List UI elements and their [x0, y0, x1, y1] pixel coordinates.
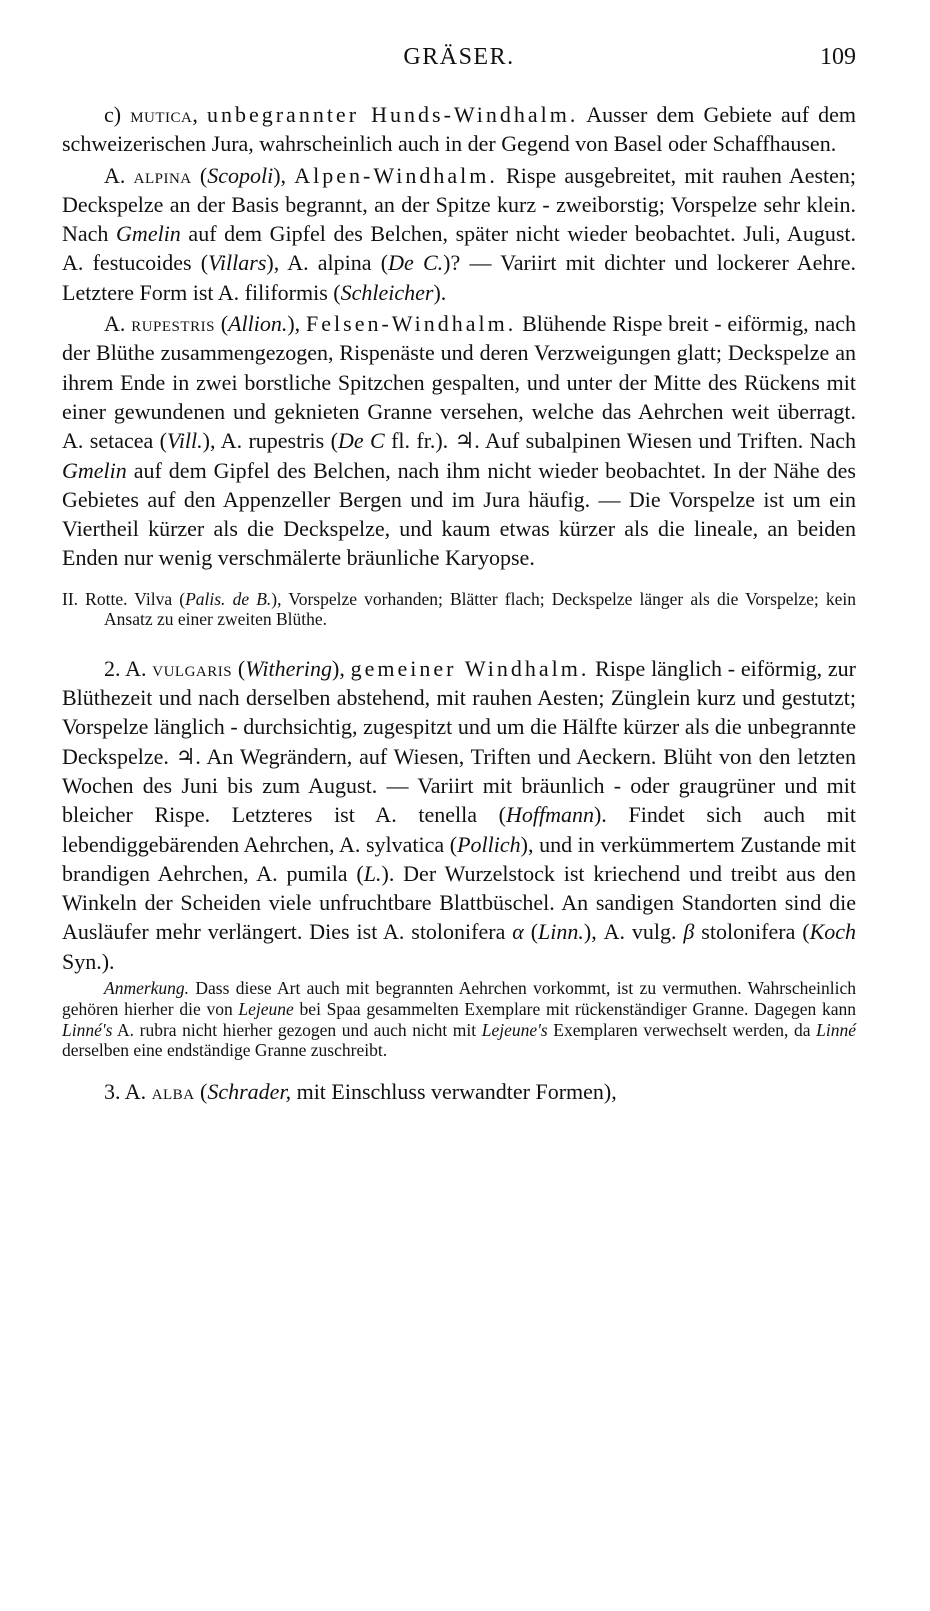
text-run: A. rubra nicht hierher gezogen und auch nicht mit — [112, 1019, 482, 1040]
text-run: ). — [433, 279, 447, 305]
text-run: mit Einschluss verwandter Formen), — [291, 1079, 617, 1105]
text-run: ). Der Wurzelstock ist kriechend und treibt aus den Winkeln der Scheiden viele unfruchtbare Blattbüschel. An sandigen Standorten sind die Ausläufer mehr verlängert. Dies ist A. stolonifera — [62, 860, 856, 945]
text-run: ), A. vulg. — [583, 919, 684, 945]
text-run: bei Spaa gesammelten Exemplare mit rückenständiger Granne. Dagegen kann — [293, 998, 856, 1019]
italic-text: Scopoli — [207, 162, 274, 188]
italic-text: Lejeune's — [481, 1019, 548, 1040]
text-run: Syn.). — [62, 948, 115, 974]
common-name: Felsen-Windhalm. — [306, 311, 517, 337]
text-run: A. — [104, 311, 132, 337]
text-run: )? — Variirt mit dichter und lockerer Aehre. Letztere Form ist A. filiformis ( — [62, 250, 857, 305]
italic-text: Linn. — [538, 919, 584, 945]
entry-alba — [62, 1077, 856, 1106]
text-run: Dass diese Art auch mit begrannten Aehrchen vorkommt, ist zu vermuthen. Wahrscheinlich gehören hierher die von — [62, 978, 856, 1019]
species-name: vulgaris — [152, 655, 233, 681]
italic-text: L. — [363, 860, 382, 886]
italic-text: Anmerkung. — [104, 978, 190, 999]
text-run: ), A. rupestris ( — [202, 428, 338, 454]
italic-text: Gmelin — [62, 457, 127, 483]
entry-rupestris — [62, 309, 856, 573]
text-run: ), — [273, 162, 295, 188]
italic-text: Vill. — [167, 428, 203, 454]
species-name: mutica — [130, 102, 193, 127]
species-name: alba — [151, 1079, 195, 1105]
italic-text: Schleicher — [340, 279, 434, 305]
page-number: 109 — [820, 44, 856, 70]
text-run: ), — [332, 655, 351, 681]
text-run: Rispe länglich - eiförmig, zur Blüthezeit und nach derselben abstehend, mit rauhen Aesten; Zünglein kurz und gestutzt; Vorspelze länglich - durchsichtig, zugespitzt und um die Hälfte kürzer als die unbegrannte Deckspelze. ♃. An Wegrändern, auf Wiesen, Triften und Aeckern. Blüht von den letzten Wochen des Juni bis zum August. — Variirt mit bräunlich - oder graugrüner und mit bleicher Rispe. Letzteres ist A. tenella ( — [62, 655, 856, 828]
italic-text: Linné's — [62, 1019, 113, 1040]
text-run: ( — [214, 311, 229, 337]
text-run: ( — [232, 655, 246, 681]
text-run: ( — [194, 1079, 208, 1105]
text-run: A. — [104, 162, 134, 188]
common-name: unbegrannter Hunds-Windhalm. — [206, 102, 579, 127]
text-run: auf dem Gipfel des Belchen, später nicht wieder beobachtet. Juli, August. A. festucoides ( — [62, 221, 856, 276]
text-run: derselben eine endständige Granne zuschreibt. — [62, 1040, 388, 1061]
text-run: Ausser dem Gebiete auf dem schweizerischen Jura, wahrscheinlich auch in der Gegend von Basel oder Schaffhausen. — [62, 102, 857, 157]
remark-note — [62, 978, 856, 1061]
italic-text: Gmelin — [116, 221, 181, 247]
italic-text: Allion. — [228, 311, 288, 337]
text-run: ), A. alpina ( — [266, 250, 389, 276]
italic-text: Koch — [809, 919, 857, 945]
text-run: Rispe ausgebreitet, mit rauhen Aesten; Deckspelze an der Basis begrannt, an der Spitze kurz - zweiborstig; Vorspelze sehr klein. Nach — [62, 162, 857, 247]
text-run: 3. A. — [104, 1079, 152, 1105]
page-header — [62, 44, 856, 84]
italic-text: Pollich — [457, 831, 521, 857]
text-run: fl. fr.). ♃. Auf subalpinen Wiesen und Triften. Nach — [384, 428, 857, 454]
species-name: rupestris — [131, 311, 215, 337]
page-body — [62, 100, 856, 1107]
text-run: ( — [191, 162, 208, 188]
text-run: Exemplaren verwechselt werden, da — [547, 1019, 817, 1040]
text-run: II. Rotte. Vilva ( — [62, 588, 186, 609]
italic-text: β — [683, 919, 695, 945]
italic-text: Schrader, — [207, 1079, 292, 1105]
text-run: , — [192, 102, 207, 127]
text-run: 2. A. — [104, 655, 153, 681]
section-heading-vilva — [62, 589, 856, 630]
entry-vulgaris — [62, 654, 856, 976]
italic-text: De C — [337, 428, 385, 454]
text-run: auf dem Gipfel des Belchen, nach ihm nicht wieder beobachtet. In der Nähe des Gebietes auf den Appenzeller Bergen und im Jura häufig. — Die Vorspelze ist um ein Viertheil kürzer als die Deckspelze, und kaum etwas kürzer als die lineale, an beiden Enden nur wenig verschmälerte bräunliche Karyopse. — [62, 457, 856, 571]
text-run: ). Findet sich auch mit lebendiggebärenden Aehrchen, A. sylvatica ( — [62, 802, 857, 857]
italic-text: De C. — [388, 250, 444, 276]
italic-text: Lejeune — [238, 998, 294, 1019]
common-name: Alpen-Windhalm. — [294, 162, 498, 188]
text-run: Blühende Rispe breit - eiförmig, nach der Blüthe zusammengezogen, Rispenäste und deren Verzweigungen glatt; Deckspelze an ihrem Ende in zwei borstliche Spitzchen gespalten, und unter der Mitte des Rückens mit einer gewundenen und geknieten Granne versehen, welche das Aehrchen weit überragt. A. setacea ( — [62, 311, 857, 454]
italic-text: Palis. de B. — [185, 588, 272, 609]
text-run: ), Vorspelze vorhanden; Blätter flach; Deckspelze länger als die Vorspelze; kein Ansatz zu einer zweiten Blüthe. — [104, 588, 856, 630]
text-run: c) — [104, 102, 131, 127]
italic-text: Villars — [208, 250, 267, 276]
common-name: gemeiner Windhalm. — [350, 655, 590, 681]
running-title: GRÄSER. — [403, 44, 515, 70]
text-run: ), — [287, 311, 307, 337]
text-run: stolonifera ( — [694, 919, 810, 945]
italic-text: Hoffmann — [505, 802, 594, 828]
italic-text: α — [512, 919, 524, 945]
italic-text: Withering — [245, 655, 333, 681]
entry-alpina — [62, 161, 856, 307]
italic-text: Linné — [816, 1019, 856, 1040]
species-name: alpina — [133, 162, 192, 188]
entry-mutica — [62, 100, 856, 159]
text-run: ), und in verkümmertem Zustande mit brandigen Aehrchen, A. pumila ( — [62, 831, 857, 886]
text-run: ( — [523, 919, 539, 945]
